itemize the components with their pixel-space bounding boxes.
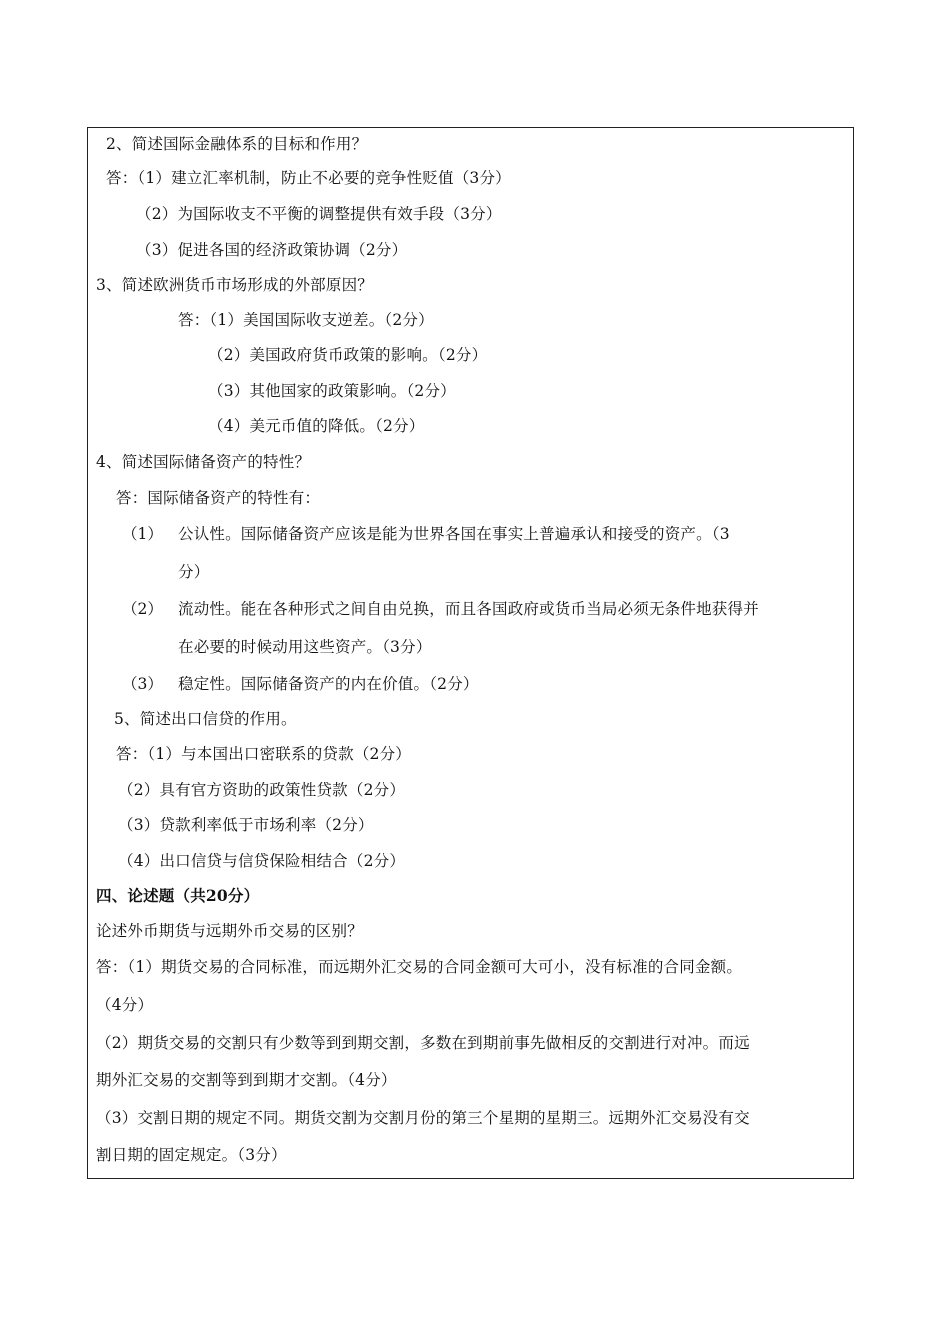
- section-4-heading: 四、论述题（共20分）: [96, 886, 260, 905]
- q4-item-2-line-2: 在必要的时候动用这些资产。（3分）: [178, 638, 432, 656]
- q3-question: 3、简述欧洲货币市场形成的外部原因？: [96, 276, 373, 294]
- q5-answer-4: （4）出口信贷与信贷保险相结合（2分）: [118, 852, 406, 870]
- q5-question: 5、简述出口信贷的作用。: [114, 710, 297, 728]
- q4-item-2-number: （2）: [122, 600, 163, 618]
- q4-item-2-line-1: 流动性。能在各种形式之间自由兑换，而且各国政府或货币当局必须无条件地获得并: [178, 600, 759, 618]
- section-4-answer-2-line-2: 期外汇交易的交割等到到期才交割。（4分）: [96, 1071, 397, 1089]
- q2-question: 2、简述国际金融体系的目标和作用？: [106, 135, 368, 153]
- q3-answer-4: （4）美元币值的降低。（2分）: [208, 417, 425, 435]
- section-4-answer-2-line-1: （2）期货交易的交割只有少数等到到期交割，多数在到期前事先做相反的交割进行对冲。而远: [96, 1034, 750, 1052]
- q4-item-3-number: （3）: [122, 675, 163, 693]
- q5-answer-1: 答：（1）与本国出口密联系的贷款（2分）: [116, 745, 411, 763]
- q4-item-3-line-1: 稳定性。国际储备资产的内在价值。（2分）: [178, 675, 479, 693]
- q5-answer-3: （3）贷款利率低于市场利率（2分）: [118, 816, 374, 834]
- section-4-answer-3-line-1: （3）交割日期的规定不同。期货交割为交割月份的第三个星期的星期三。远期外汇交易没有交: [96, 1109, 750, 1127]
- section-4-answer-1-line-2: （4分）: [96, 996, 154, 1014]
- q2-answer-2: （2）为国际收支不平衡的调整提供有效手段（3分）: [136, 205, 502, 223]
- q3-answer-1: 答：（1）美国国际收支逆差。（2分）: [178, 311, 434, 329]
- q4-intro: 答：国际储备资产的特性有：: [116, 489, 321, 507]
- q3-answer-3: （3）其他国家的政策影响。（2分）: [208, 382, 456, 400]
- q4-item-1-line-1: 公认性。国际储备资产应该是能为世界各国在事实上普遍承认和接受的资产。（3: [178, 525, 730, 543]
- q2-answer-3: （3）促进各国的经济政策协调（2分）: [136, 241, 408, 259]
- section-4-answer-1-line-1: 答：（1）期货交易的合同标准，而远期外汇交易的合同金额可大可小，没有标准的合同金额。: [96, 958, 743, 976]
- q4-item-1-number: （1）: [122, 525, 163, 543]
- section-4-answer-3-line-2: 割日期的固定规定。（3分）: [96, 1146, 287, 1164]
- q3-answer-2: （2）美国政府货币政策的影响。（2分）: [208, 346, 488, 364]
- q4-item-1-line-2: 分）: [178, 563, 210, 581]
- section-4-question: 论述外币期货与远期外币交易的区别？: [96, 922, 363, 940]
- q5-answer-2: （2）具有官方资助的政策性贷款（2分）: [118, 781, 406, 799]
- q4-question: 4、简述国际储备资产的特性？: [96, 453, 311, 471]
- q2-answer-1: 答：（1）建立汇率机制，防止不必要的竞争性贬值（3分）: [106, 169, 511, 187]
